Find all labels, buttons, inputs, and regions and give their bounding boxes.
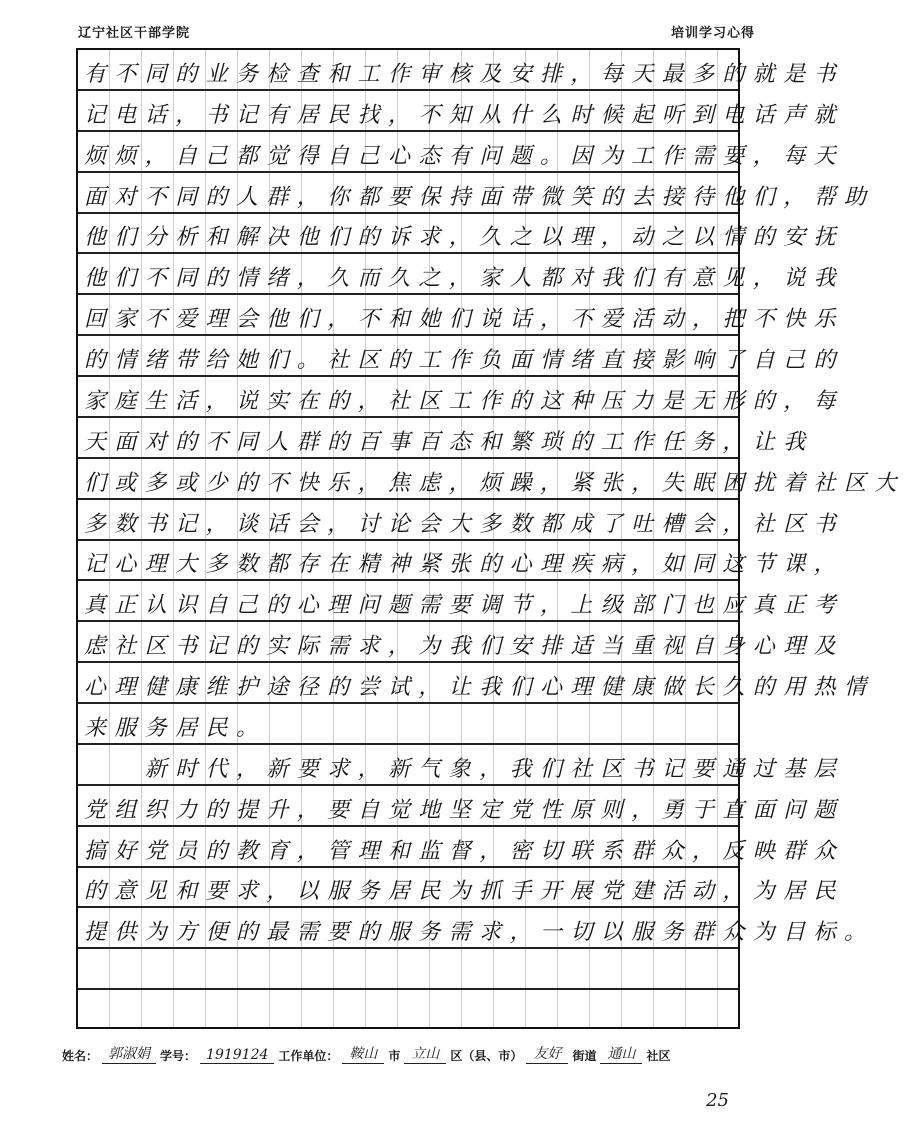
essay-line-text: 烦烦，自己都觉得自己心态有问题。因为工作需要，每天 [84, 143, 845, 169]
essay-line [78, 704, 738, 745]
essay-line [78, 990, 738, 1031]
district-value: 立山 [404, 1043, 446, 1064]
community-label: 社区 [646, 1049, 671, 1063]
city-value: 鞍山 [342, 1043, 384, 1064]
community-value: 通山 [600, 1043, 642, 1064]
essay-line [78, 949, 738, 990]
essay-line [78, 418, 814, 459]
essay-line [78, 663, 875, 704]
student-id-label: 学号： [160, 1049, 197, 1063]
essay-line-text: 新时代，新要求，新气象，我们社区书记要通过基层 [84, 756, 845, 782]
essay-line [78, 581, 845, 622]
institution-header: 辽宁社区干部学院 [78, 26, 191, 41]
essay-line-text: 家庭生活，说实在的，社区工作的这种压力是无形的，每 [84, 388, 845, 414]
essay-line [78, 214, 845, 255]
essay-line-text: 搞好党员的教育，管理和监督，密切联系群众，反映群众 [84, 838, 845, 864]
essay-line [78, 254, 845, 295]
essay-line-text: 的情绪带给她们。社区的工作负面情绪直接影响了自己的 [84, 348, 845, 373]
essay-line [78, 295, 845, 336]
street-label: 街道 [572, 1049, 597, 1063]
essay-line-text: 他们分析和解决他们的诉求，久之以理，动之以情的安抚 [84, 225, 845, 251]
essay-line [78, 50, 845, 91]
essay-line-text: 多数书记，谈话会，讨论会大多数都成了吐槽会，社区书 [84, 511, 845, 537]
essay-line-text: 有不同的业务检查和工作审核及安排，每天最多的就是书 [84, 61, 845, 87]
essay-line [78, 827, 845, 868]
essay-line-text: 来服务居民。 [84, 715, 267, 741]
essay-line [78, 173, 875, 214]
essay-line-text: 的意见和要求，以服务居民为抓手开展党建活动，为居民 [84, 879, 845, 905]
essay-line [78, 541, 845, 582]
name-value: 郭淑娟 [102, 1043, 156, 1064]
essay-line-text: 面对不同的人群，你都要保持面带微笑的去接待他们，帮助 [84, 184, 875, 210]
essay-line-text: 心理健康维护途径的尝试，让我们心理健康做长久的用热情 [84, 675, 875, 700]
essay-line-text: 提供为方便的最需要的服务需求，一切以服务群众为目标。 [84, 920, 875, 946]
essay-line [78, 377, 845, 418]
essay-line [78, 500, 845, 541]
essay-line [78, 908, 875, 949]
essay-line-text: 们或多或少的不快乐，焦虑，烦躁，紧张，失眠困扰着社区大 [84, 470, 905, 496]
essay-line-text: 他们不同的情绪，久而久之，家人都对我们有意见，说我 [84, 266, 845, 292]
essay-line [78, 786, 845, 827]
street-value: 友好 [526, 1043, 568, 1064]
essay-line-text: 记电话，书记有居民找，不知从什么时候起听到电话声就 [84, 102, 845, 128]
city-label: 市 [388, 1049, 401, 1063]
district-label: 区（县、市） [450, 1049, 523, 1063]
work-unit-label: 工作单位： [278, 1049, 339, 1063]
essay-line-text: 回家不爱理会他们，不和她们说话，不爱活动，把不快乐 [84, 307, 845, 333]
essay-line-text: 天面对的不同人群的百事百态和繁琐的工作任务，让我 [84, 429, 814, 455]
writing-grid [76, 48, 905, 1029]
essay-line-text: 记心理大多数都存在精神紧张的心理疾病，如同这节课， [84, 552, 845, 578]
essay-line [78, 91, 845, 132]
name-label: 姓名： [62, 1049, 99, 1063]
footer-info [62, 1043, 742, 1064]
essay-line [78, 622, 845, 663]
essay-line [78, 336, 845, 377]
student-id-value: 1919124 [200, 1047, 274, 1064]
essay-line [78, 745, 845, 786]
page-number: 25 [706, 1090, 729, 1111]
essay-line [78, 132, 845, 173]
essay-line [78, 868, 845, 909]
essay-line-text: 虑社区书记的实际需求，为我们安排适当重视自身心理及 [84, 634, 845, 660]
document-type-header: 培训学习心得 [670, 26, 755, 41]
essay-line [78, 459, 905, 500]
essay-line-text: 党组织力的提升，要自觉地坚定党性原则，勇于直面问题 [84, 797, 845, 823]
essay-line-text: 真正认识自己的心理问题需要调节，上级部门也应真正考 [84, 593, 845, 619]
